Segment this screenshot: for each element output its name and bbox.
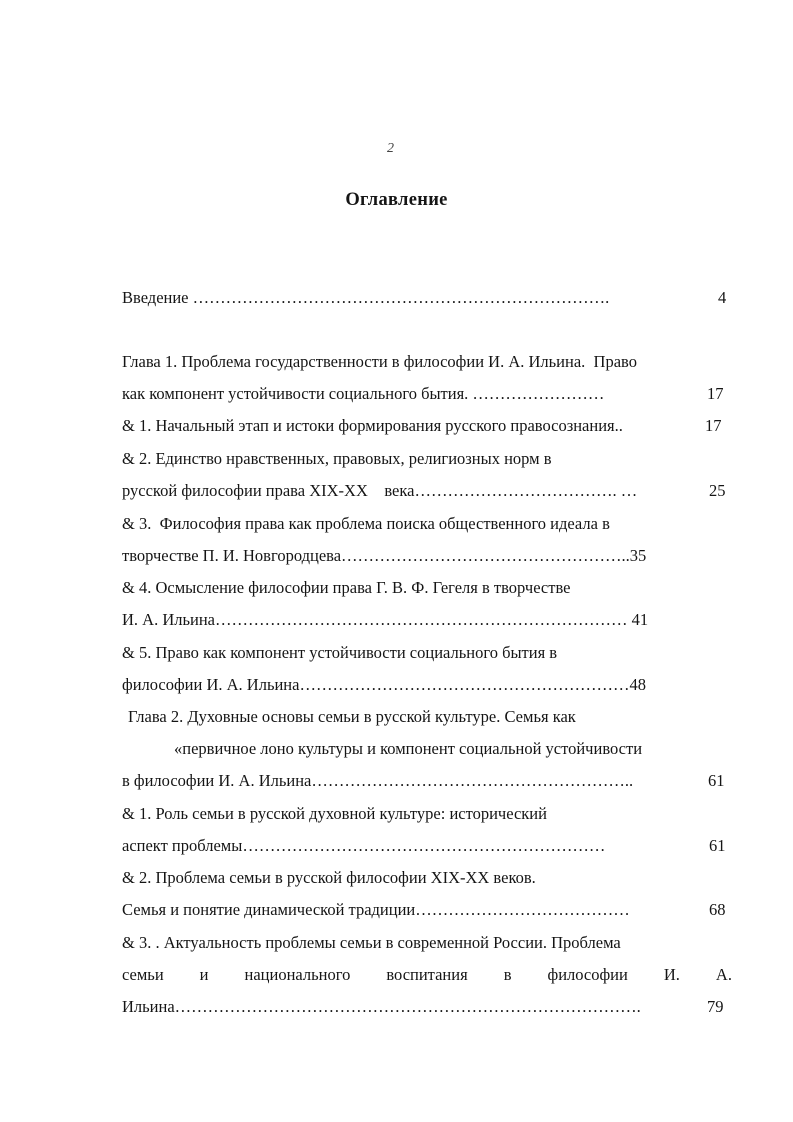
toc-entry-section-2-2-line-1: & 2. Проблема семьи в русской философии XIX-XX веков. — [122, 868, 536, 887]
toc-entry-chapter-2-line-3: в философии И. А. Ильина………………………………………………….. — [122, 771, 634, 790]
toc-word: философии — [547, 965, 628, 984]
toc-entry-chapter-1-line-2: как компонент устойчивости социального бытия. …………………… — [122, 384, 605, 403]
toc-entry-section-2-1-line-2: аспект проблемы………………………………………………………… — [122, 836, 606, 855]
toc-word: в — [503, 965, 512, 984]
toc-entry-section-2-3-line-3: Ильина…………………………………………………………………………. — [122, 997, 641, 1016]
toc-entry-section-2-2-line-2: Семья и понятие динамической традиции………………………………… — [122, 900, 630, 919]
toc-word: семьи — [122, 965, 164, 984]
toc-page-chapter-1: 17 — [707, 384, 724, 403]
toc-entry-chapter-1-line-1: Глава 1. Проблема государственности в философии И. А. Ильина. Право — [122, 352, 637, 371]
page-number: 2 — [387, 141, 394, 156]
toc-page-section-2-2: 68 — [709, 900, 726, 919]
toc-page-intro: 4 — [718, 288, 727, 307]
toc-entry-section-1-1: & 1. Начальный этап и истоки формирования русского правосознания.. — [122, 416, 623, 435]
toc-entry-intro: Введение …………………………………………………………………. — [122, 288, 610, 307]
toc-word: И. — [663, 965, 680, 984]
toc-entry-chapter-2-line-2: «первичное лоно культуры и компонент социальной устойчивости — [174, 739, 643, 758]
toc-entry-section-1-2-line-2: русской философии права XIX-XX века………………………………. … — [122, 481, 638, 500]
toc-entry-section-1-4-line-2: И. А. Ильина………………………………………………………………… 41 — [122, 610, 649, 629]
toc-entry-section-2-3-line-1: & 3. . Актуальность проблемы семьи в современной России. Проблема — [122, 933, 621, 952]
toc-word: национального — [244, 965, 351, 984]
toc-entry-section-1-3-line-1: & 3. Философия права как проблема поиска общественного идеала в — [122, 514, 610, 533]
toc-entry-section-1-3-line-2: творчестве П. И. Новгородцева……………………………………………..35 — [122, 546, 647, 565]
page-title: Оглавление — [345, 190, 448, 210]
toc-entry-chapter-2-line-1: Глава 2. Духовные основы семьи в русской культуре. Семья как — [128, 707, 576, 726]
toc-word: и — [199, 965, 209, 984]
toc-word: А. — [715, 965, 732, 984]
toc-page-section-2-1: 61 — [709, 836, 726, 855]
toc-entry-section-1-4-line-1: & 4. Осмысление философии права Г. В. Ф. Гегеля в творчестве — [122, 578, 571, 597]
toc-entry-section-2-1-line-1: & 1. Роль семьи в русской духовной культуре: исторический — [122, 804, 547, 823]
toc-page-section-1-1: 17 — [705, 416, 722, 435]
toc-entry-section-2-3-line-2 — [122, 965, 732, 985]
toc-page-section-2-3: 79 — [707, 997, 724, 1016]
toc-page-chapter-2: 61 — [708, 771, 725, 790]
toc-entry-section-1-5-line-1: & 5. Право как компонент устойчивости социального бытия в — [122, 643, 558, 662]
toc-entry-section-1-5-line-2: философии И. А. Ильина……………………………………………………48 — [122, 675, 646, 694]
toc-page-section-1-2: 25 — [709, 481, 726, 500]
toc-word: воспитания — [386, 965, 468, 984]
toc-entry-section-1-2-line-1: & 2. Единство нравственных, правовых, религиозных норм в — [122, 449, 552, 468]
